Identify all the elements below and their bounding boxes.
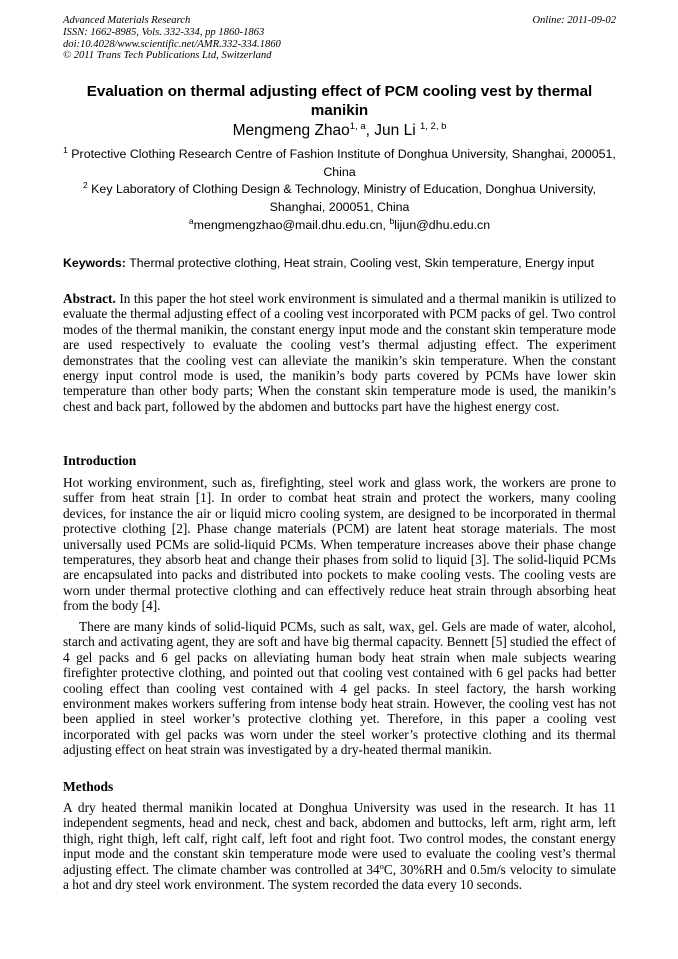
affiliation-number: 2 — [82, 180, 88, 190]
methods-heading: Methods — [63, 779, 114, 794]
methods-paragraph-1 — [63, 800, 616, 892]
affiliation-2 — [63, 181, 616, 216]
abstract-text: In this paper the hot steel work environment is simulated and a thermal manikin is utilized to evaluate the thermal adjusting effect of a cooling vest incorporated with PCM packs of gel. Two control modes of the thermal manikin, the constant energy input mode and the constant skin temperature mode are used respectively to evaluate the cooling vest’s thermal adjusting effect. The experiment demonstrates that the cooling vest can alleviate the manikin’s skin temperature. When the constant energy input control mode is used, the manikin’s body parts covered by PCMs have lower skin temperature than other body parts; When the constant skin temperature mode is used, the manikin’s chest and back part, followed by the abdomen and buttocks part have the highest energy cost. — [63, 291, 617, 414]
author-name: Jun Li — [374, 122, 416, 139]
introduction-heading: Introduction — [63, 453, 137, 468]
abstract-label: Abstract. — [63, 291, 116, 306]
running-header — [63, 15, 616, 62]
author-affil-marker: 1, 2, b — [419, 121, 447, 132]
email-link[interactable]: mengmengzhao@mail.dhu.edu.cn — [193, 218, 383, 232]
journal-name: Advanced Materials Research — [63, 15, 191, 26]
email-link[interactable]: lijun@dhu.edu.cn — [394, 218, 491, 232]
keywords-label: Keywords: — [63, 256, 126, 270]
online-date: Online: 2011-09-02 — [532, 15, 616, 26]
affiliation-text: Key Laboratory of Clothing Design & Technology, Ministry of Education, Donghua University, Shanghai, 200051, China — [91, 182, 597, 214]
copyright-line: © 2011 Trans Tech Publications Ltd, Switzerland — [63, 50, 272, 62]
affiliation-text: Protective Clothing Research Centre of Fashion Institute of Donghua University, Shanghai, 200051, China — [71, 147, 616, 179]
author-name: Mengmeng Zhao — [232, 122, 350, 139]
author-separator: , — [365, 122, 375, 139]
email-marker: b — [389, 216, 395, 226]
degree-marker: o — [379, 860, 384, 871]
author-affil-marker: 1, a — [349, 121, 366, 132]
email-line — [63, 217, 616, 235]
methods-text-start: A dry heated thermal manikin located at Donghua University was used in the research. It has 11 independent segments, head and neck, chest and back, abdomen and buttocks, left arm, right arm, left thigh, right thigh, left calf, right calf, left foot and right foot. Two control modes, the constant energy input mode and the constant skin temperature mode were used to evaluate the cooling vest’s thermal adjusting effect. The climate chamber was controlled at 34 — [63, 800, 616, 877]
email-marker: a — [188, 216, 194, 226]
doi-line: doi:10.4028/www.scientific.net/AMR.332-334.1860 — [63, 38, 281, 50]
affiliation-number: 1 — [63, 145, 68, 155]
email-separator: , — [382, 218, 390, 232]
keywords-text: Thermal protective clothing, Heat strain, Cooling vest, Skin temperature, Energy input — [129, 256, 595, 270]
keywords-line — [63, 255, 616, 272]
introduction-paragraph-1: Hot working environment, such as, firefighting, steel work and glass work, the workers are prone to suffer from heat strain [1]. In order to combat heat strain and protect the workers, many cooling devices, for instance the air or liquid micro cooling system, are designed to be incorporated in thermal protective clothing [2]. Phase change materials (PCM) are latent heat storage materials. The most universally used PCMs are solid-liquid PCMs. When temperature increases above their phase change temperatures, they absorb heat and change their phases from solid to liquid [3]. The solid-liquid PCMs are encapsulated into packs and distributed into pockets to make cooling vests. The cooling vests are worn under thermal protective clothing and can effectively reduce heat strain through absorbing heat from the body [4]. — [63, 475, 616, 614]
authors-line — [63, 121, 616, 141]
issn-line: ISSN: 1662-8985, Vols. 332-334, pp 1860-1863 — [63, 26, 265, 38]
abstract-paragraph — [63, 291, 616, 414]
paper-title: Evaluation on thermal adjusting effect of PCM cooling vest by thermal manikin — [86, 83, 593, 119]
affiliation-1 — [63, 146, 616, 181]
methods-text-end: C, 30%RH and 0.5m/s velocity to simulate a hot and dry steel work environment. The system recorded the data every 10 seconds. — [63, 861, 616, 893]
introduction-paragraph-2: There are many kinds of solid-liquid PCMs, such as salt, wax, gel. Gels are made of water, alcohol, starch and activating agent, they are soft and have big thermal capacity. Bennett [5] studied the effect of 4 gel packs and 6 gel packs on alleviating human body heat strain when male subjects wearing firefighter protective clothing, and pointed out that cooling vest contained with 6 gel packs had better cooling effect than cooling vest contained with 4 gel packs. In steel factory, the harsh working environment makes workers suffering from intense body heat strain. However, the cooling vest has not been applied in steel worker’s protective clothing yet. Therefore, in this paper a cooling vest incorporated with gel packs was worn under the steel worker’s protective clothing and its thermal adjusting effect on heat strain was investigated by a dry-heated thermal manikin. — [63, 619, 616, 758]
